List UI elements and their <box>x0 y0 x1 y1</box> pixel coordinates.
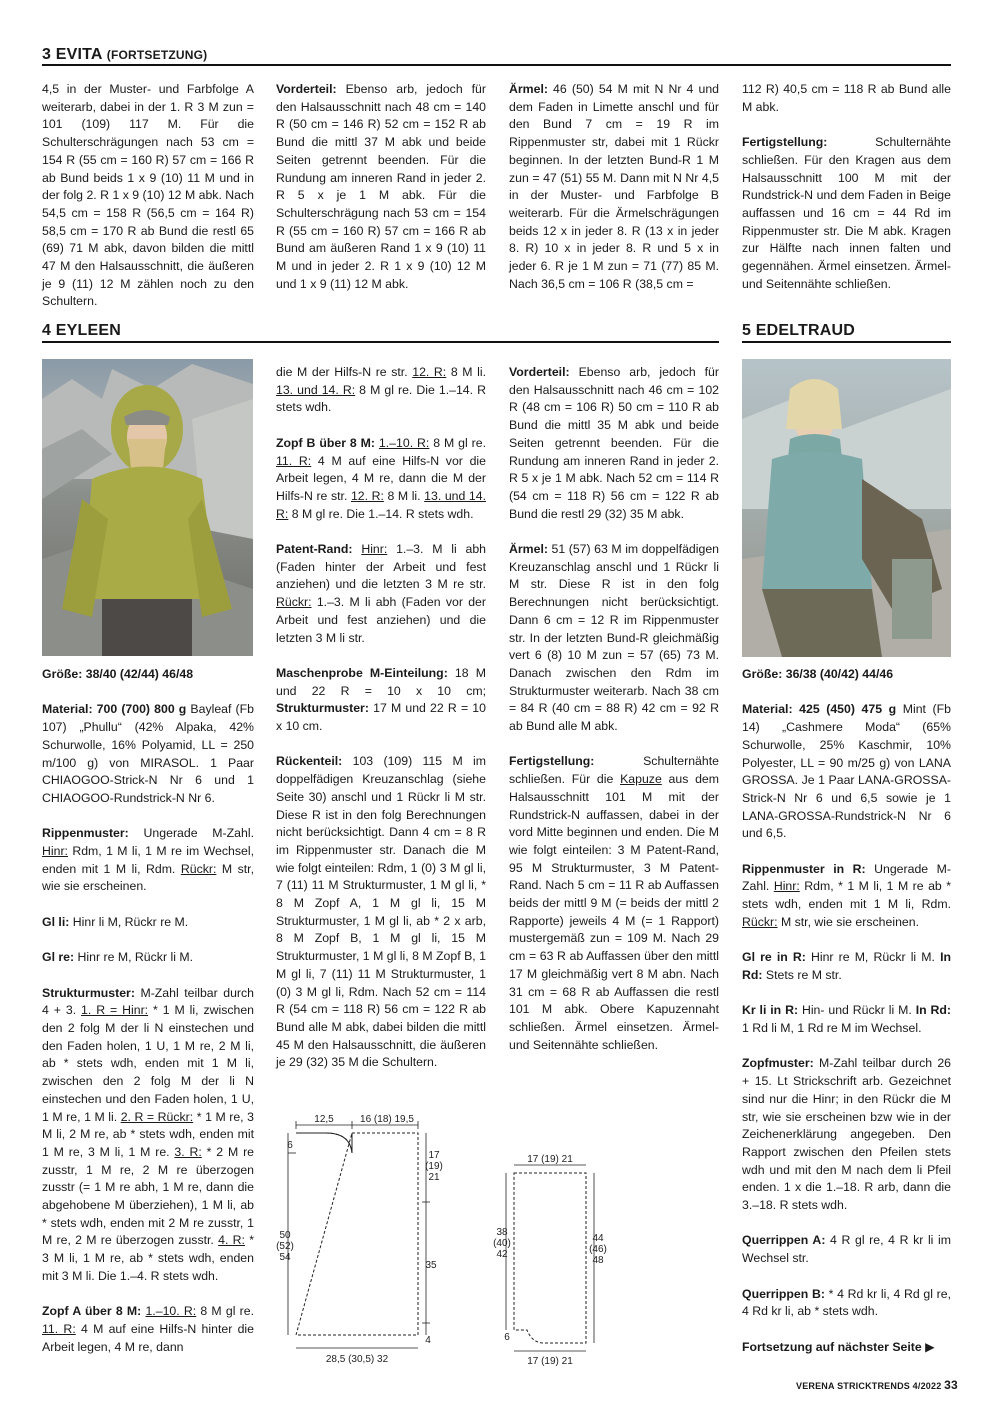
dim-width: 28,5 (30,5) 32 <box>325 1354 389 1365</box>
eyleen-column-2: die M der Hilfs-N re str. 12. R: 8 M li. 13. und 14. R: 8 M gl re. Die 1.–14. R stets wdh. Zopf B über 8 M: 1.–10. R: 8 M gl re. 11. R: 4 M auf eine Hilfs-N vor die Arbeit legen, 4 M re, dann die M der Hilfs-N re str. 12. R: 8 M li. 13. und 14. R: 8 M gl re. Die 1.–14. R stets wdh. Patent-Rand: Hinr: 1.–3. M li abh (Faden hinter der Arbeit und fest anziehen) und die letzten 3 M re str. Rückr: 1.–3. M li abh (Faden vor der Arbeit und fest anziehen) und die letzten 3 M li str. Maschenprobe M-Einteilung: 18 M und 22 R = 10 x 10 cm; Strukturmuster: 17 M und 22 R = 10 x 10 cm. Rückenteil: 103 (109) 115 M im doppelfädigen Kreuzanschlag (siehe Seite 30) anschl und 1 Rückr li M str. Diese R ist in den folg Berechnungen nicht berücksichtigt. Dann 4 cm = 8 R im Rippenmuster str. Danach die M wie folgt einteilen: Rdm, 1 (0) 3 M gl li, 7 (11) 11 M Strukturmuster, 1 M gl li, * 8 M Zopf A, 1 M gl li, 15 M Strukturmuster, 1 M gl li, ab * 2 x arb, 8 M Zopf B, 1 M gl li, 15 M Strukturmuster, 1 M gl li, 8 M Zopf B, 1 M gl li, 7 (11) 11 M Strukturmuster, 1 (0) 3 M gl li, Rdm. Nach 52 cm = 114 R (54 cm = 118 R) 56 cm = 122 R ab Bund alle M abk, dabei bilden die mittl 45 M den Halsausschnitt, die äußeren je 29 (32) 35 M die Schultern. <box>276 365 487 1070</box>
eyleen-column-1: Größe: 38/40 (42/44) 46/48 Material: 700 (700) 800 g Bayleaf (Fb 107) „Phullu“ (42% Alpaka, 42% Schurwolle, 16% Polyamid, LL = 250 m/100 g) von MIRASOL. 1 Paar CHIAOGOO-Strick-N Nr 6 und 1 CHIAOGOO-Rundstrick-N Nr 6. Rippenmuster: Ungerade M-Zahl. Hinr: Rdm, 1 M li, 1 M re im Wechsel, enden mit 1 M li, Rdm. Rückr: M str, wie sie erscheinen. Gl li: Hinr li M, Rückr re M. Gl re: Hinr re M, Rückr li M. Strukturmuster: M-Zahl teilbar durch 4 + 3. 1. R = Hinr: * 1 M li, zwischen den 2 folg M der li N einstechen und den Faden holen, 1 U, 1 M re, 2 M li, ab * stets wdh, enden mit 1 M li, zwischen den 2 folg M der li N einstechen und den Faden holen, 1 U, 1 M re, 1 M li. 2. R = Rückr: * 1 M re, 3 M li, 2 M re, ab * stets wdh, enden mit 1 M re, 3 M li, 1 M re. 3. R: * 2 M re zusstr, 1 M re, 2 M re überzogen zusstr (= 1 M re abh, 1 M re, dann die abgehobene M überziehen), 1 M li, ab * stets wdh, enden mit 2 M re zusstr, 1 M re, 2 M re überzogen zusstr. 4. R: * 3 M li, 1 M re, ab * stets wdh, enden mit 3 M li. Die 1.–4. R stets wdh. Zopf A über 8 M: 1.–10. R: 8 M gl re. 11. R: 4 M auf eine Hilfs-N hinter die Arbeit legen, 4 M re, dann <box>42 667 255 1354</box>
section-title-edeltraud: 5 EDELTRAUD <box>742 322 856 339</box>
evita-column-3: Ärmel: 46 (50) 54 M mit N Nr 4 und dem Faden in Limette anschl und für den Bund 7 cm = 19 R im Rippenmuster str, dabei mit 1 Rückr beginnen. In der letzten Bund-R 1 M zun = 47 (51) 55 M. Dann mit N Nr 4,5 in der Muster- und Farbfolge B weiterarb. Für die Ärmelschrägungen beids 12 x in jeder 8. R (13 x in jeder 8. R) 10 x in jeder 8. R und 5 x in jeder 6. R je 1 M zun = 71 (77) 85 M. Nach 36,5 cm = 106 R (38,5 cm = <box>509 82 719 291</box>
page-footer <box>796 1378 958 1392</box>
dim-cuff: 6 <box>504 1332 510 1343</box>
dim-sleeve-top: 17 (19) 21 <box>527 1154 573 1165</box>
body-schematic <box>276 1108 476 1370</box>
dim-length-2: (52) <box>276 1241 294 1252</box>
dim-neck-depth: 6 <box>287 1140 293 1151</box>
sleeve-schematic <box>492 1148 622 1370</box>
edeltraud-photo <box>742 359 951 657</box>
dim-shoulder: 12,5 <box>314 1114 334 1125</box>
dim-side: 35 <box>425 1260 437 1271</box>
section-title-evita: 3 EVITA (FORTSETZUNG) <box>42 46 208 63</box>
eyleen-photo <box>42 359 253 656</box>
dim-sleeve-length-3: 42 <box>496 1249 508 1260</box>
evita-column-2: Vorderteil: Ebenso arb, jedoch für den Halsausschnitt nach 48 cm = 140 R (50 cm = 146 R) 52 cm = 152 R ab Bund die mittl 37 M abk und beide Seiten getrennt beenden. Für die Rundung am inneren Rand in jeder 2. R 5 x je 1 M abk. Für die Schulterschrägung nach 53 cm = 154 R (55 cm = 160 R) 57 cm = 166 R ab Bund am äußeren Rand 1 x 9 (10) 11 M und in jeder 2. R 1 x 9 (10) 12 M und 1 x 9 (11) 12 M abk. <box>276 82 486 291</box>
edeltraud-photo-illustration <box>742 359 951 657</box>
dim-sleeve-width-1: 44 <box>592 1233 604 1244</box>
eyleen-column-3: Vorderteil: Ebenso arb, jedoch für den Halsausschnitt nach 46 cm = 102 R (48 cm = 106 R) 50 cm = 110 R ab Bund die mittl 35 M abk und beide Seiten getrennt beenden. Für die Rundung am inneren Rand in jeder 2. R 5 x je 1 M abk. Nach 52 cm = 114 R (54 cm = 118 R) 56 cm = 122 R ab Bund die restl 29 (32) 35 M abk. Ärmel: 51 (57) 63 M im doppelfädigen Kreuzanschlag anschl und 1 Rückr li M str. Diese R ist in den folg Berechnungen nicht berücksichtigt. Dann 6 cm = 12 R im Rippenmuster str. In der letzten Bund-R gleichmäßig vert 6 (8) 10 M zun = 57 (65) 73 M. Danach zwischen den Rdm im Strukturmuster weiterarb. Nach 38 cm = 84 R (40 cm = 88 R) 42 cm = 92 R ab Bund alle M abk. Fertigstellung: Schulternähte schließen. Für die Kapuze aus dem Halsausschnitt 101 M mit der Rundstrick-N auffassen, dabei in der vord Mitte beginnen und enden. Die M wie folgt einteilen: 3 M Patent-Rand, 95 M Strukturmuster, 3 M Patent-Rand. Nach 5 cm = 11 R ab Auffassen beids der mittl 9 M (= beids der mittl 2 Rapporte) jeweils 4 M (= 1 Rapport) mustergemäß zun = 109 M. Nach 29 cm = 63 R ab Auffassen über den mittl 17 M gleichmäßig vert 8 M abn. Nach 31 cm = 68 R ab Auffassen die restl 101 M abk. Obere Kapuzennaht schließen. Ärmel einsetzen. Ärmel- und Seitennähte schließen. <box>509 365 719 1052</box>
dim-neck: 16 (18) 19,5 <box>360 1114 414 1125</box>
dim-sleeve-length-2: (40) <box>493 1238 511 1249</box>
dim-sleeve-width-2: (46) <box>589 1244 607 1255</box>
dim-armhole-3: 21 <box>428 1172 440 1183</box>
section-divider <box>42 64 951 66</box>
dim-length-3: 54 <box>279 1252 291 1263</box>
continued-link: Fortsetzung auf nächster Seite ▶ <box>742 1339 935 1354</box>
section-title-eyleen: 4 EYLEEN <box>42 322 121 339</box>
dim-rib: 4 <box>425 1335 431 1346</box>
evita-column-1: 4,5 in der Muster- und Farbfolge A weiterarb, dabei in der 1. R 3 M zun = 101 (109) 117 M. Für die Schulterschrägungen nach 53 cm = 154 R (55 cm = 160 R) 57 cm = 166 R ab Bund beids 1 x 9 (10) 11 M und in der folg 2. R 1 x 9 (10) 12 M abk. Nach 54,5 cm = 158 R (56,5 cm = 164 R) 58,5 cm = 170 R ab Bund die restl 65 (69) 71 M abk, davon bilden die mittl 47 M den Halsausschnitt, die äußeren je 9 (11) 12 M zählen noch zu den Schultern. <box>42 82 254 309</box>
dim-sleeve-length-1: 38 <box>496 1227 508 1238</box>
edeltraud-column: Größe: 36/38 (40/42) 44/46 Material: 425 (450) 475 g Mint (Fb 14) „Cashmere Moda“ (65% Schurwolle, 25% Kaschmir, 10% Polyester, LL = 90 m/25 g) von LANA GROSSA. Je 1 Paar LANA-GROSSA-Strick-N Nr 6 und 6,5 sowie je 1 LANA-GROSSA-Rundstrick-N Nr 6 und 6,5. Rippenmuster in R: Ungerade M-Zahl. Hinr: Rdm, * 1 M li, 1 M re ab * stets wdh, enden mit 1 M li, Rdm. Rückr: M str, wie sie erscheinen. Gl re in R: Hinr re M, Rückr li M. In Rd: Stets re M str. Kr li in R: Hin- und Rückr li M. In Rd: 1 Rd li M, 1 Rd re M im Wechsel. Zopfmuster: M-Zahl teilbar durch 26 + 15. Lt Strickschrift arb. Gezeichnet sind nur die Hinr; in den Rückr die M str, wie sie erscheinen bzw wie in der Zeichenerklärung angegeben. Den Rapport zwischen den Pfeilen stets wdh und mit den M nach dem li Pfeil enden. 1 x die 1.–18. R arb, dann die 3.–18. R stets wdh. Querrippen A: 4 R gl re, 4 R kr li im Wechsel str. Querrippen B: * 4 Rd kr li, 4 Rd gl re, 4 Rd kr li, ab * stets wdh. Fortsetzung auf nächster Seite ▶ <box>742 667 951 1354</box>
dim-armhole-2: (19) <box>425 1161 443 1172</box>
dim-sleeve-bottom: 17 (19) 21 <box>527 1356 573 1367</box>
page-number: 33 <box>944 1378 958 1392</box>
dim-sleeve-width-3: 48 <box>592 1255 604 1266</box>
dim-armhole-1: 17 <box>428 1150 440 1161</box>
section-divider <box>42 341 719 343</box>
eyleen-photo-illustration <box>42 359 253 656</box>
magazine-name: VERENA STRICKTRENDS 4/2022 <box>796 1381 942 1391</box>
section-divider <box>742 341 951 343</box>
evita-column-4: 112 R) 40,5 cm = 118 R ab Bund alle M abk. Fertigstellung: Schulternähte schließen. Für den Kragen aus dem Halsausschnitt 100 M mit der Rundstrick-N und dem Faden in Beige auffassen und 16 cm = 44 Rd im Rippenmuster str. Die M abk. Kragen zur Hälfte nach innen falten und gegennähen. Ärmel einsetzen. Ärmel- und Seitennähte schließen. <box>742 82 951 291</box>
dim-length-1: 50 <box>279 1230 291 1241</box>
